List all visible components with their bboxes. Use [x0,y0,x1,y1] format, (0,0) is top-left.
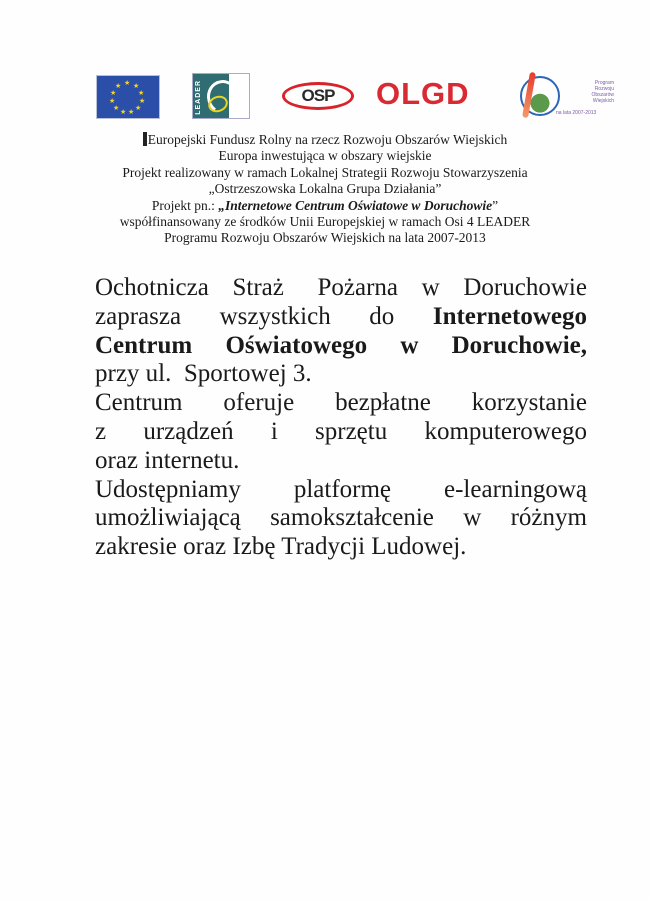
body-line: oraz internetu. [95,446,240,474]
text-cursor-mark [143,132,147,146]
osp-logo: OSP [282,82,354,110]
header-line-7: Programu Rozwoju Obszarów Wiejskich na lata 2007-2013 [164,230,486,246]
body-line: umożliwiającą samokształcenie w różnym [95,504,587,532]
invitation-text [95,274,587,562]
olgd-logo: OLGD [376,76,470,111]
header-line-1: Europejski Fundusz Rolny na rzecz Rozwoju Obszarów Wiejskich [0,132,650,148]
body-line: Centrum Oświatowego w Doruchowie, [95,331,587,359]
eu-flag-logo: ★ ★ ★ ★ ★ ★ ★ ★ ★ ★ ★ [96,75,160,119]
funding-header [0,132,650,247]
logo-strip [0,70,650,126]
header-line-2: Europa inwestująca w obszary wiejskie [218,148,432,164]
header-line-6: współfinansowany ze środków Unii Europejskiej w ramach Osi 4 LEADER [119,214,531,230]
leader-logo: LEADER [192,73,250,119]
body-line: zakresie oraz Izbę Tradycji Ludowej. [95,533,467,561]
prow-logo: Program Rozwoju Obszarów Wiejskich na lata 2007-2013 [512,70,617,122]
header-line-5: Projekt pn.: „Internetowe Centrum Oświatowe w Doruchowie” [151,197,499,213]
body-line: Udostępniamy platformę e-learningową [95,475,587,503]
prow-text: Program Rozwoju Obszarów Wiejskich [591,80,614,104]
body-line: zaprasza wszystkich do Internetowego [95,302,587,330]
body-line: Ochotnicza Straż Pożarna w Doruchowie [95,274,587,301]
header-line-4: „Ostrzeszowska Lokalna Grupa Działania” [208,181,442,197]
body-line: przy ul. Sportowej 3. [95,360,312,388]
body-line: z urządzeń i sprzętu komputerowego [95,417,587,445]
header-line-3: Projekt realizowany w ramach Lokalnej Strategii Rozwoju Stowarzyszenia [122,164,528,180]
body-line: Centrum oferuje bezpłatne korzystanie [95,389,587,417]
